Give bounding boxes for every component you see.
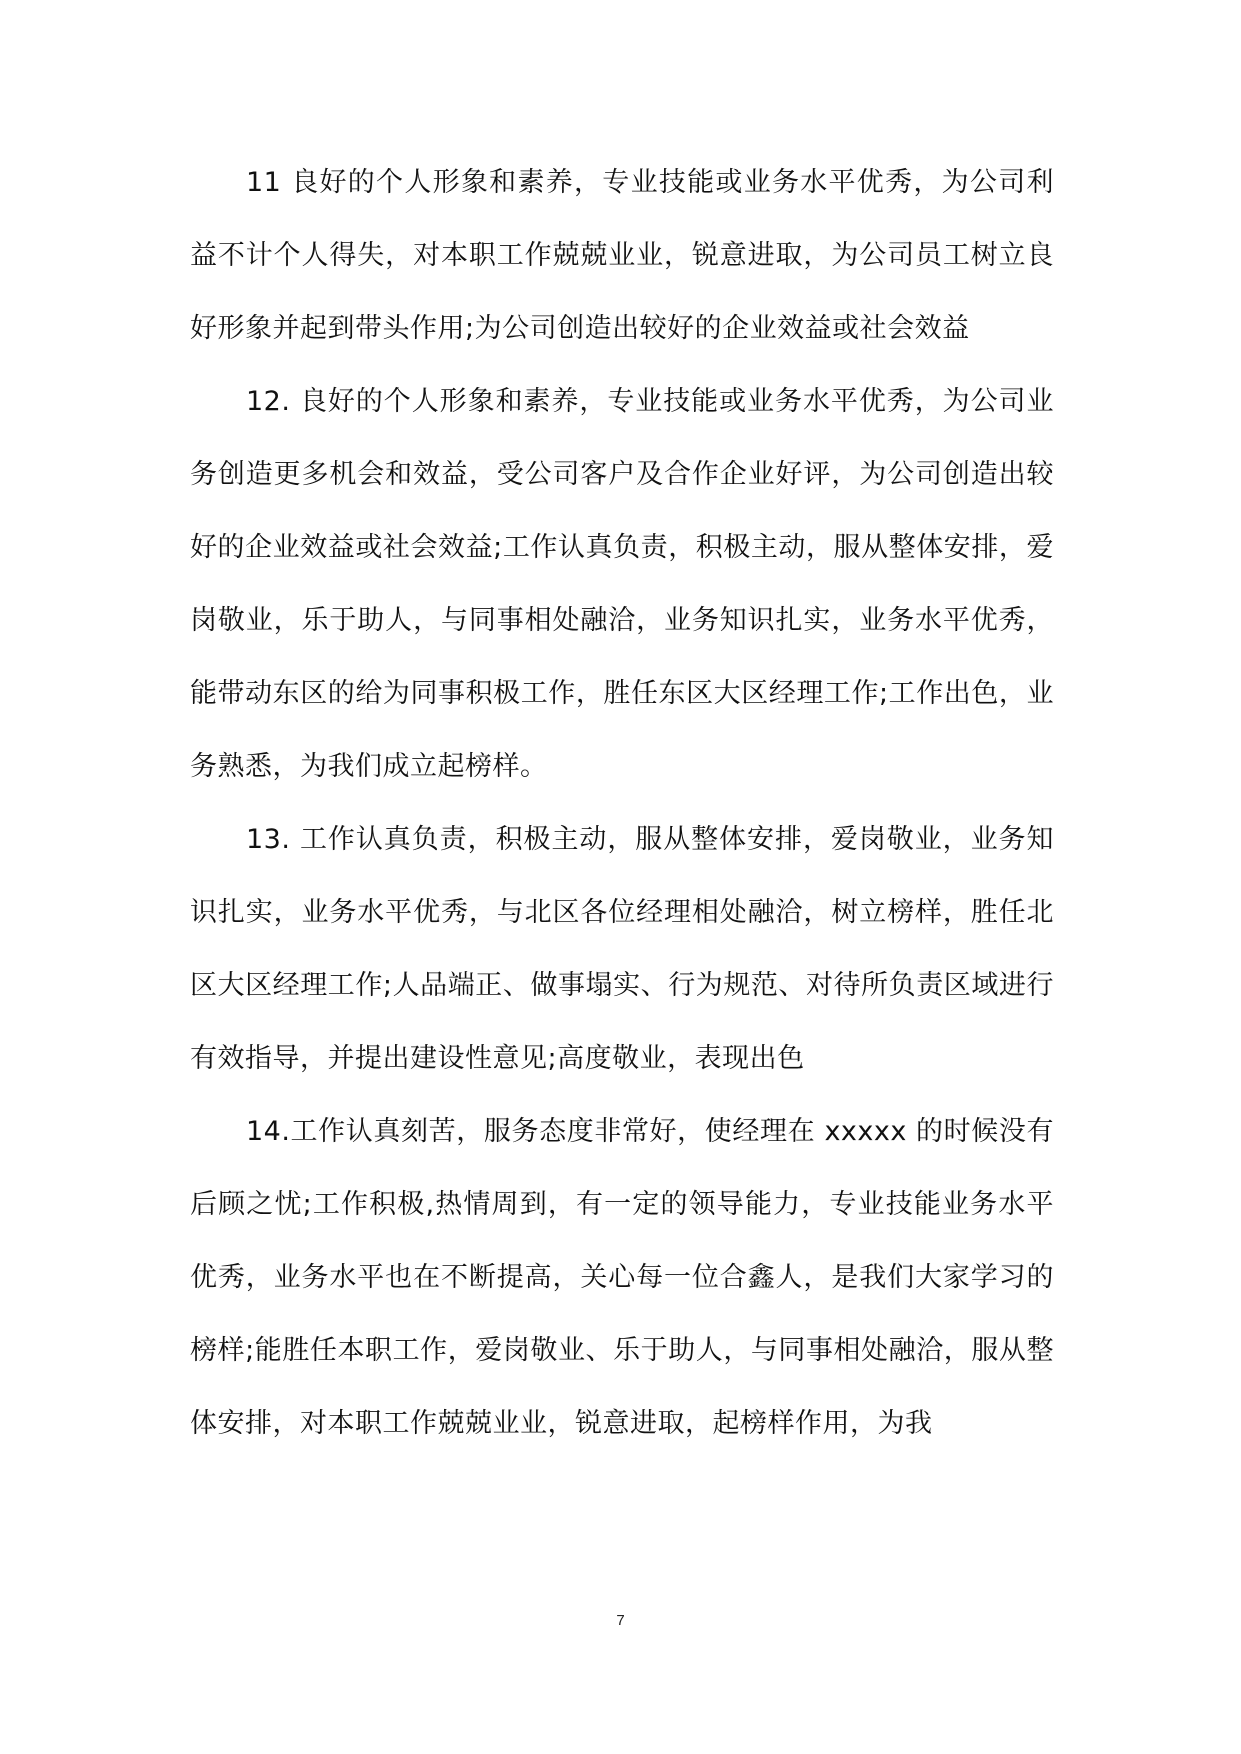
document-body bbox=[190, 146, 1054, 1460]
paragraph-12: 12. 良好的个人形象和素养，专业技能或业务水平优秀，为公司业务创造更多机会和效益，受公司客户及合作企业好评，为公司创造出较好的企业效益或社会效益;工作认真负责，积极主动，服从整体安排，爱岗敬业，乐于助人，与同事相处融洽，业务知识扎实，业务水平优秀，能带动东区的给为同事积极工作，胜任东区大区经理工作;工作出色，业务熟悉，为我们成立起榜样。 bbox=[190, 386, 1054, 782]
page-number: 7 bbox=[616, 1612, 625, 1629]
paragraph-13: 13. 工作认真负责，积极主动，服从整体安排，爱岗敬业，业务知识扎实，业务水平优秀，与北区各位经理相处融洽，树立榜样，胜任北区大区经理工作;人品端正、做事塌实、行为规范、对待所负责区域进行有效指导，并提出建设性意见;高度敬业，表现出色 bbox=[190, 824, 1054, 1074]
paragraph-14: 14.工作认真刻苦，服务态度非常好，使经理在 xxxxx 的时候没有后顾之忧;工作积极,热情周到，有一定的领导能力，专业技能业务水平优秀，业务水平也在不断提高，关心每一位合鑫人，是我们大家学习的榜样;能胜任本职工作，爱岗敬业、乐于助人，与同事相处融洽，服从整体安排，对本职工作兢兢业业，锐意进取，起榜样作用，为我 bbox=[190, 1116, 1054, 1439]
paragraph-11: 11 良好的个人形象和素养，专业技能或业务水平优秀，为公司利益不计个人得失，对本职工作兢兢业业，锐意进取，为公司员工树立良好形象并起到带头作用;为公司创造出较好的企业效益或社会效益 bbox=[190, 167, 1054, 344]
